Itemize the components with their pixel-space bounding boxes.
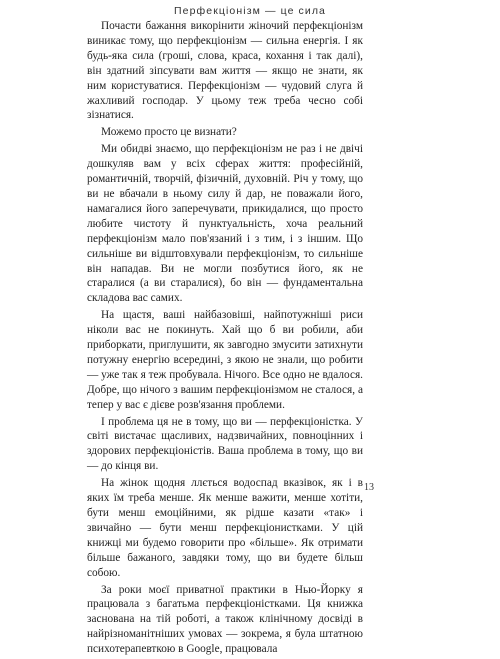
running-header: Перфекціонізм — це сила — [173, 5, 327, 17]
paragraph: І проблема ця не в тому, що ви — перфекціоністка. У світі вистачає щасливих, надзвичайних, повноцінних і здорових перфекціоністів. Ваша проблема в тому, що ви — до кінця ви. — [87, 415, 363, 473]
paragraph: Ми обидві знаємо, що перфекціонізм не раз і не двічі дошкуляв вам у всіх сферах життя: професійній, романтичній, творчій, фізичній, духовній. Річ у тому, що ви не вбачали в ньому силу й дар, не поважали його, намагалися його заперечувати, прикидалися, що просто любите чистоту й пунктуальність, хоча реальний перфекціонізм мало пов'язаний і з тим, і з іншим. Що сильніше ви відштовхували перфекціонізм, то сильніше він нападав. Ви не могли позбутися його, як не старалися (а ви старалися), бо він — фундаментальна складова вас самих. — [87, 143, 363, 305]
paragraph: Почасти бажання викорінити жіночий перфекціонізм виникає тому, що перфекціонізм — сильна енергія. І як будь-яка сила (гроші, слова, краса, кохання і так далі), він здатний зіпсувати вам життя — якщо не знати, як ним користуватися. Перфекціонізм — чудовий слуга й жахливий господар. У цьому теж треба чесно собі зізнатися. — [87, 20, 363, 122]
paragraph: Можемо просто це визнати? — [101, 126, 237, 139]
page-number: 13 — [364, 482, 374, 493]
body-text — [87, 19, 363, 659]
paragraph: На жінок щодня ллється водоспад вказівок, як і в яких їм треба менше. Як менше важити, менше хотіти, бути менш емоційними, як рідше казати «так» і звичайно — бути менш перфекціонистками. У цій книжці ми будемо говорити про «більше». Як отримати більше бажаного, завдяки тому, що ви будете більш собою. — [87, 477, 363, 579]
paragraph: На щастя, ваші найбазовіші, найпотужніші риси ніколи вас не покинуть. Хай що б ви робили, аби приборкати, приглушити, як завгодно змусити затихнути потужну енергію всередині, з якою не знали, що робити — уже так я теж пробувала. Нічого. Все одно не вдалося. Добре, що нічого з вашим перфекціонізмом не сталося, а тепер у вас є дієве розв'язання проблеми. — [87, 309, 363, 411]
paragraph: За роки моєї приватної практики в Нью-Йорку я працювала з багатьма перфекціоністками. Ця книжка заснована на тій роботі, а також клінічному досвіді в найрізноманітніших умовах — зокрема, я була штатною психотерапевткою в Google, працювала — [87, 583, 363, 656]
